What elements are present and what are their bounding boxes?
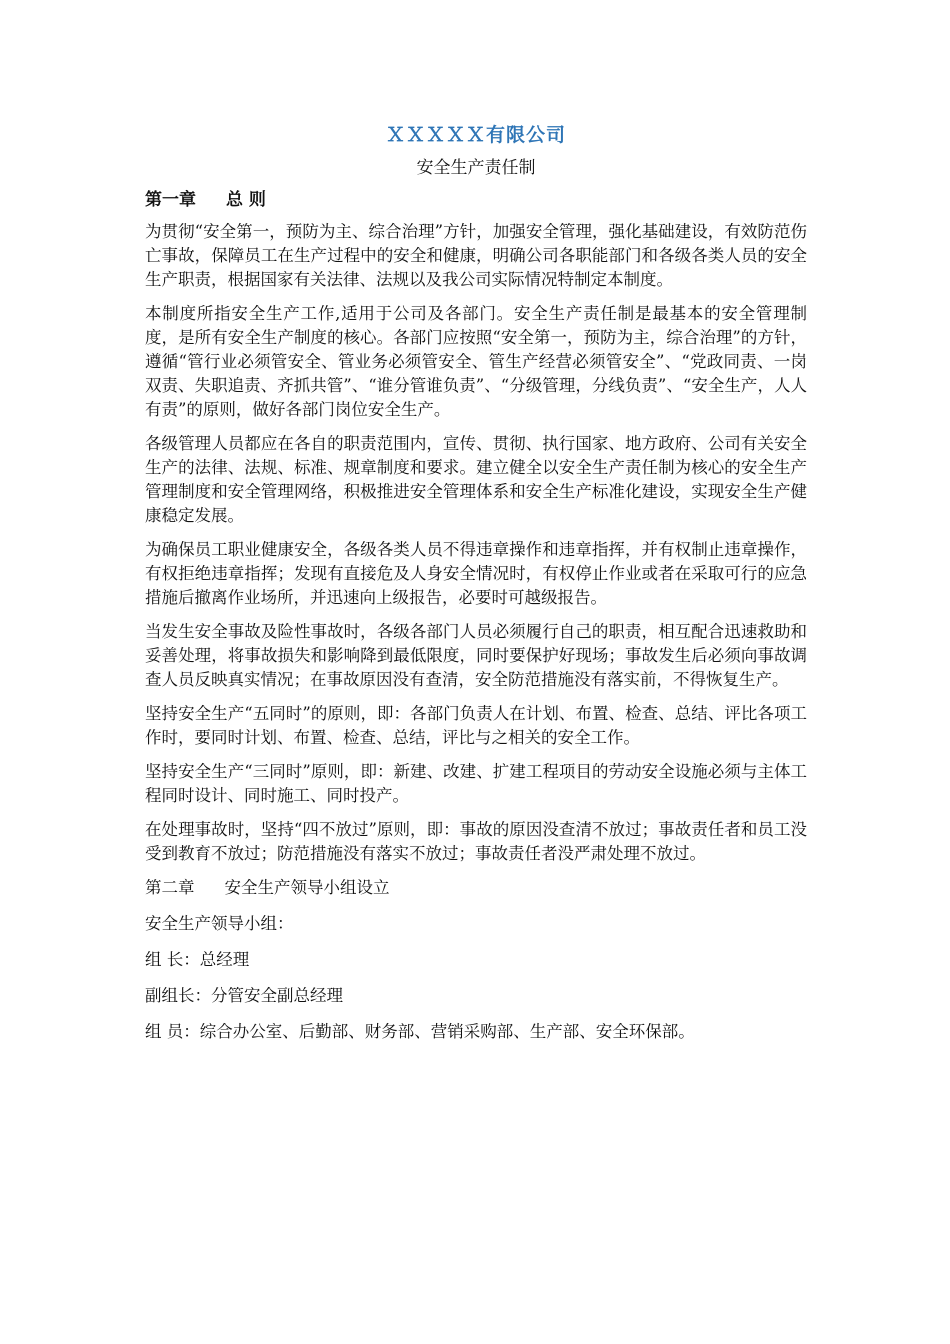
- group-member-line: 副组长：分管安全副总经理: [145, 986, 343, 1005]
- paragraph: 为贯彻“安全第一，预防为主、综合治理”方针，加强安全管理，强化基础建设，有效防范伤亡事故，保障员工在生产过程中的安全和健康，明确公司各职能部门和各级各类人员的安全生产职责，根据国家有关法律、法规以及我公司实际情况特制定本制度。: [145, 222, 807, 289]
- chapter-2-title: 安全生产领导小组设立: [224, 878, 390, 897]
- paragraph: 在处理事故时，坚持“四不放过”原则，即：事故的原因没查清不放过；事故责任者和员工没受到教育不放过；防范措施没有落实不放过；事故责任者没严肃处理不放过。: [145, 820, 807, 863]
- document-title: 安全生产责任制: [416, 158, 536, 178]
- paragraph: 为确保员工职业健康安全，各级各类人员不得违章操作和违章指挥，并有权制止违章操作，有权拒绝违章指挥；发现有直接危及人身安全情况时，有权停止作业或者在采取可行的应急措施后撤离作业场所，并迅速向上级报告，必要时可越级报告。: [145, 540, 807, 607]
- paragraph: 各级管理人员都应在各自的职责范围内，宣传、贯彻、执行国家、地方政府、公司有关安全生产的法律、法规、标准、规章制度和要求。建立健全以安全生产责任制为核心的安全生产管理制度和安全管理网络，积极推进安全管理体系和安全生产标准化建设，实现安全生产健康稳定发展。: [145, 434, 807, 525]
- chapter-1-title: 总 则: [226, 190, 266, 210]
- paragraph: 坚持安全生产“三同时”原则，即：新建、改建、扩建工程项目的劳动安全设施必须与主体工程同时设计、同时施工、同时投产。: [145, 762, 807, 805]
- document-content: [145, 122, 807, 1056]
- chapter-2-heading: [145, 876, 807, 900]
- chapter-1-heading: [145, 188, 807, 212]
- paragraph: 坚持安全生产“五同时”的原则，即：各部门负责人在计划、布置、检查、总结、评比各项工作时，要同时计划、布置、检查、总结，评比与之相关的安全工作。: [145, 704, 807, 747]
- paragraph: 本制度所指安全生产工作,适用于公司及各部门。安全生产责任制是最基本的安全管理制度，是所有安全生产制度的核心。各部门应按照“安全第一，预防为主，综合治理”的方针，遵循“管行业必须管安全、管业务必须管安全、管生产经营必须管安全”、“党政同责、一岗双责、失职追责、齐抓共管”、“谁分管谁负责”、“分级管理，分线负责”、“安全生产，人人有责”的原则，做好各部门岗位安全生产。: [145, 304, 807, 419]
- paragraph: 当发生安全事故及险性事故时，各级各部门人员必须履行自己的职责，相互配合迅速救助和妥善处理，将事故损失和影响降到最低限度，同时要保护好现场；事故发生后必须向事故调查人员反映真实情况；在事故原因没有查清，安全防范措施没有落实前，不得恢复生产。: [145, 622, 807, 689]
- group-intro: 安全生产领导小组：: [145, 914, 294, 933]
- chapter-1-number: 第一章: [145, 190, 196, 210]
- chapter-2-number: 第二章: [145, 878, 195, 897]
- group-member-line: 组 长：总经理: [145, 950, 250, 969]
- company-title: ＸＸＸＸＸ有限公司: [385, 124, 566, 146]
- group-member-line: 组 员：综合办公室、后勤部、财务部、营销采购部、生产部、安全环保部。: [145, 1022, 695, 1041]
